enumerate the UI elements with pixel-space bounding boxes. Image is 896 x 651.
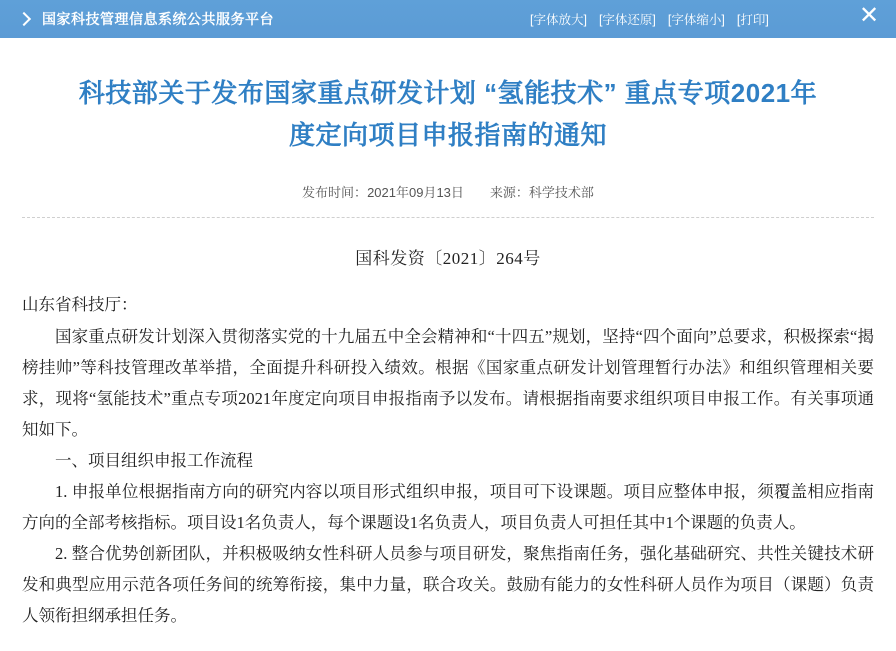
- paragraph-4: 2. 整合优势创新团队，并积极吸纳女性科研人员参与项目研发，聚焦指南任务，强化基础研究、共性关键技术研发和典型应用示范各项任务间的统筹衔接，集中力量，联合攻关。鼓励有能力的女性科研人员作为项目（课题）负责人领衔担纲承担任务。: [22, 544, 874, 625]
- top-bar-left: [12, 9, 274, 29]
- source-label: 来源：: [489, 185, 529, 200]
- paragraph-3: 1. 申报单位根据指南方向的研究内容以项目形式组织申报，项目可下设课题。项目应整体申报，须覆盖相应指南方向的全部考核指标。项目设1名负责人，每个课题设1名负责人，项目负责人可担任其中1个课题的负责人。: [22, 482, 874, 532]
- site-title: 国家科技管理信息系统公共服务平台: [42, 11, 274, 27]
- document-number: 国科发资〔2021〕264号: [355, 249, 541, 268]
- salutation: 山东省科技厅：: [22, 295, 138, 314]
- page-title: 科技部关于发布国家重点研发计划 “氢能技术” 重点专项2021年度定向项目申报指南的通知: [78, 78, 818, 150]
- publish-time-value: 2021年09月13日: [367, 185, 464, 200]
- document-body: [0, 72, 896, 631]
- paragraph-1: 国家重点研发计划深入贯彻落实党的十九届五中全会精神和“十四五”规划，坚持“四个面向”总要求，积极探索“揭榜挂帅”等科技管理改革举措，全面提升科研投入绩效。根据《国家重点研发计划管理暂行办法》和组织管理相关要求，现将“氢能技术”重点专项2021年度定向项目申报指南予以发布。请根据指南要求组织项目申报工作。有关事项通知如下。: [22, 327, 874, 439]
- print-button[interactable]: [打印]: [736, 13, 769, 27]
- paragraph-2: 一、项目组织申报工作流程: [55, 451, 253, 470]
- font-shrink-button[interactable]: [字体缩小]: [667, 13, 725, 27]
- source-value: 科学技术部: [528, 185, 594, 200]
- font-enlarge-button[interactable]: [字体放大]: [530, 13, 587, 27]
- font-tools: [530, 0, 769, 38]
- document-meta: [22, 182, 874, 201]
- publish-time-label: 发布时间：: [302, 185, 368, 200]
- close-icon[interactable]: ✕: [858, 1, 880, 29]
- chevron-right-icon[interactable]: [16, 11, 32, 27]
- top-bar: [0, 0, 896, 38]
- font-reset-button[interactable]: [字体还原]: [598, 13, 656, 27]
- divider: [22, 217, 874, 218]
